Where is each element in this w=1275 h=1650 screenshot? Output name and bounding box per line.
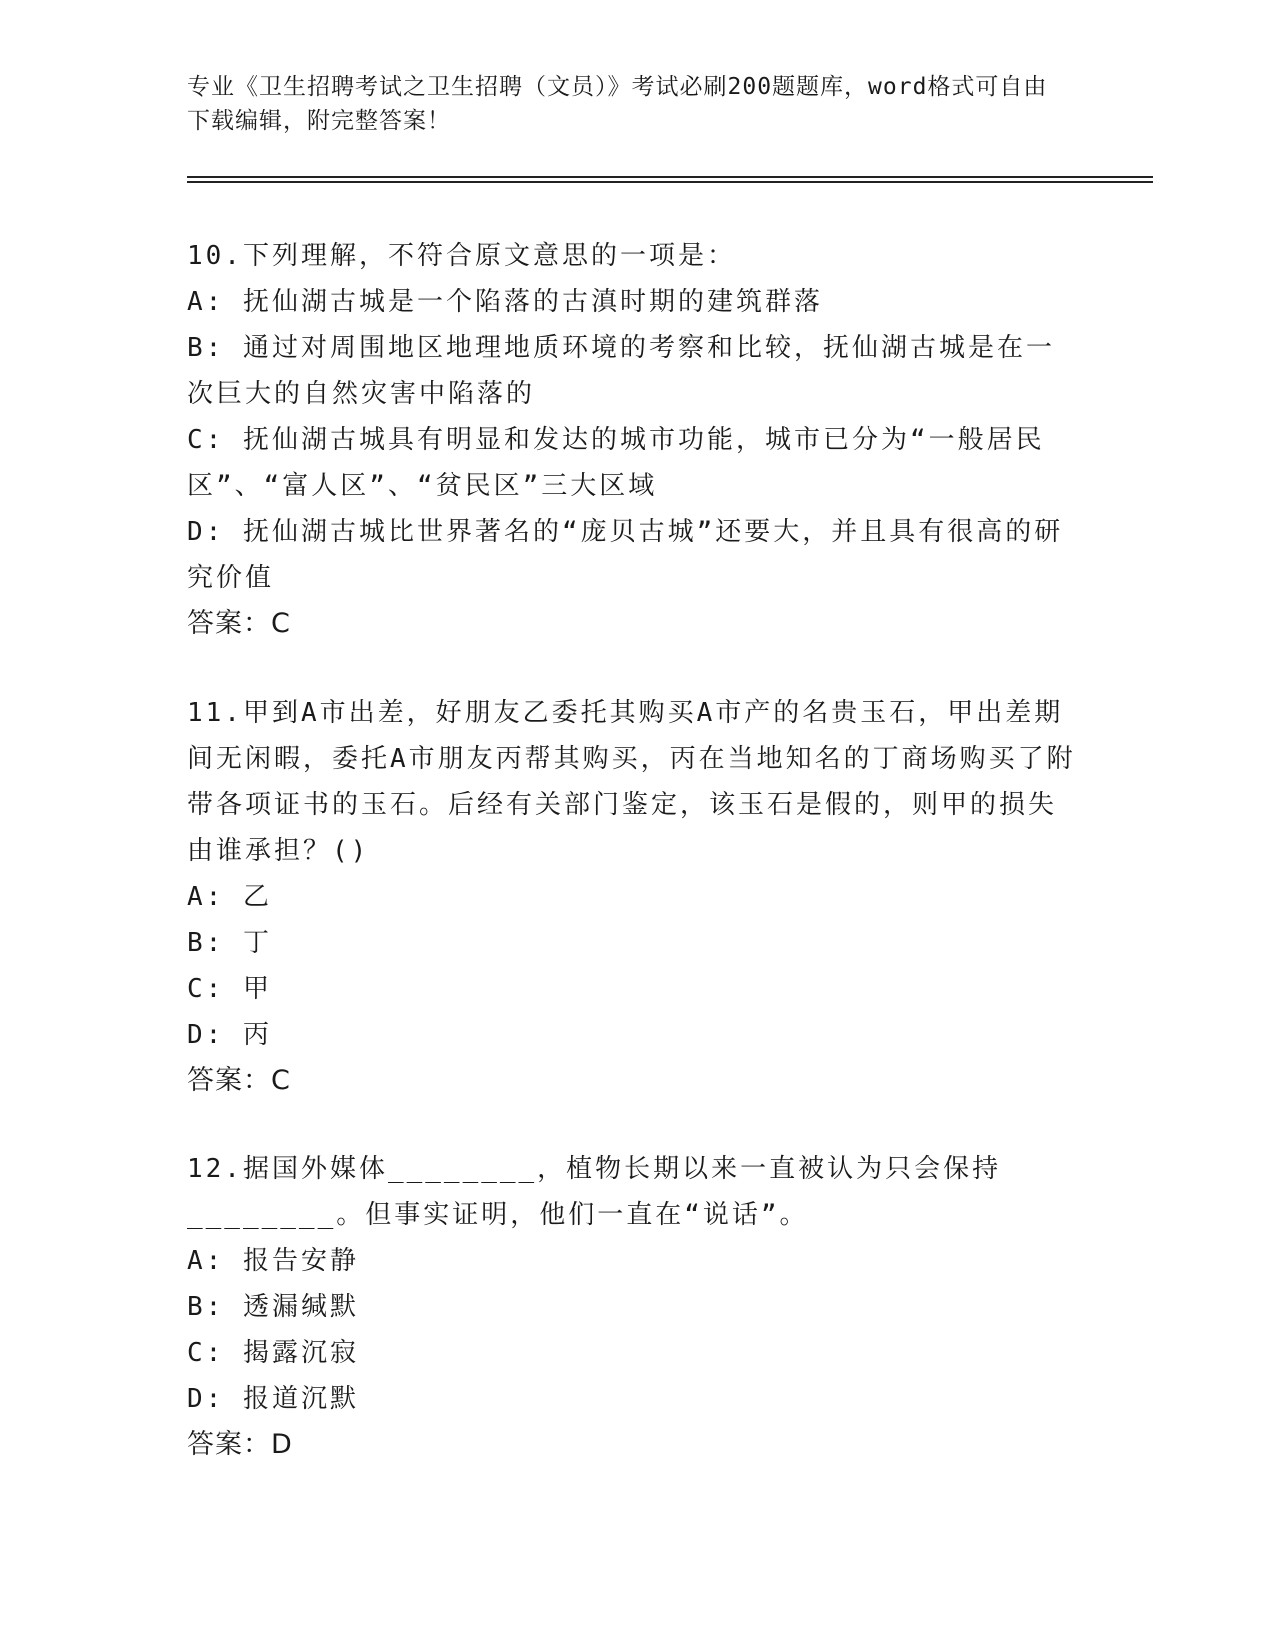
header-divider-top [187, 176, 1153, 178]
option-b: B: 透漏缄默 [187, 1292, 359, 1322]
option-b: B: 丁 [187, 928, 272, 958]
question-stem: 12.据国外媒体________，植物长期以来一直被认为只会保持________。但事实证明，他们一直在“说话”。 [187, 1154, 1002, 1230]
question-11 [187, 690, 1077, 1104]
question-10 [187, 233, 1077, 647]
option-a: A: 抚仙湖古城是一个陷落的古滇时期的建筑群落 [187, 287, 823, 317]
option-c: C: 揭露沉寂 [187, 1338, 359, 1368]
answer: 答案：D [187, 1429, 293, 1460]
question-stem: 11.甲到A市出差，好朋友乙委托其购买A市产的名贵玉石，甲出差期间无闲暇，委托A市朋友丙帮其购买，丙在当地知名的丁商场购买了附带各项证书的玉石。后经有关部门鉴定，该玉石是假的，则甲的损失由谁承担？() [187, 698, 1076, 866]
option-b: B: 通过对周围地区地理地质环境的考察和比较，抚仙湖古城是在一次巨大的自然灾害中陷落的 [187, 333, 1055, 409]
answer: 答案：C [187, 1065, 291, 1096]
answer: 答案：C [187, 608, 291, 639]
option-c: C: 甲 [187, 974, 272, 1004]
option-c: C: 抚仙湖古城具有明显和发达的城市功能，城市已分为“一般居民区”、“富人区”、“贫民区”三大区域 [187, 425, 1045, 501]
option-d: D: 丙 [187, 1020, 272, 1050]
option-a: A: 报告安静 [187, 1246, 359, 1276]
document-header: 专业《卫生招聘考试之卫生招聘（文员）》考试必刷200题题库，word格式可自由下载编辑，附完整答案！ [187, 74, 1048, 134]
header-divider-bottom [187, 181, 1153, 183]
option-d: D: 报道沉默 [187, 1384, 359, 1414]
option-a: A: 乙 [187, 882, 272, 912]
question-12 [187, 1146, 1077, 1468]
option-d: D: 抚仙湖古城比世界著名的“庞贝古城”还要大，并且具有很高的研究价值 [187, 517, 1064, 593]
question-stem: 10.下列理解，不符合原文意思的一项是： [187, 241, 736, 271]
